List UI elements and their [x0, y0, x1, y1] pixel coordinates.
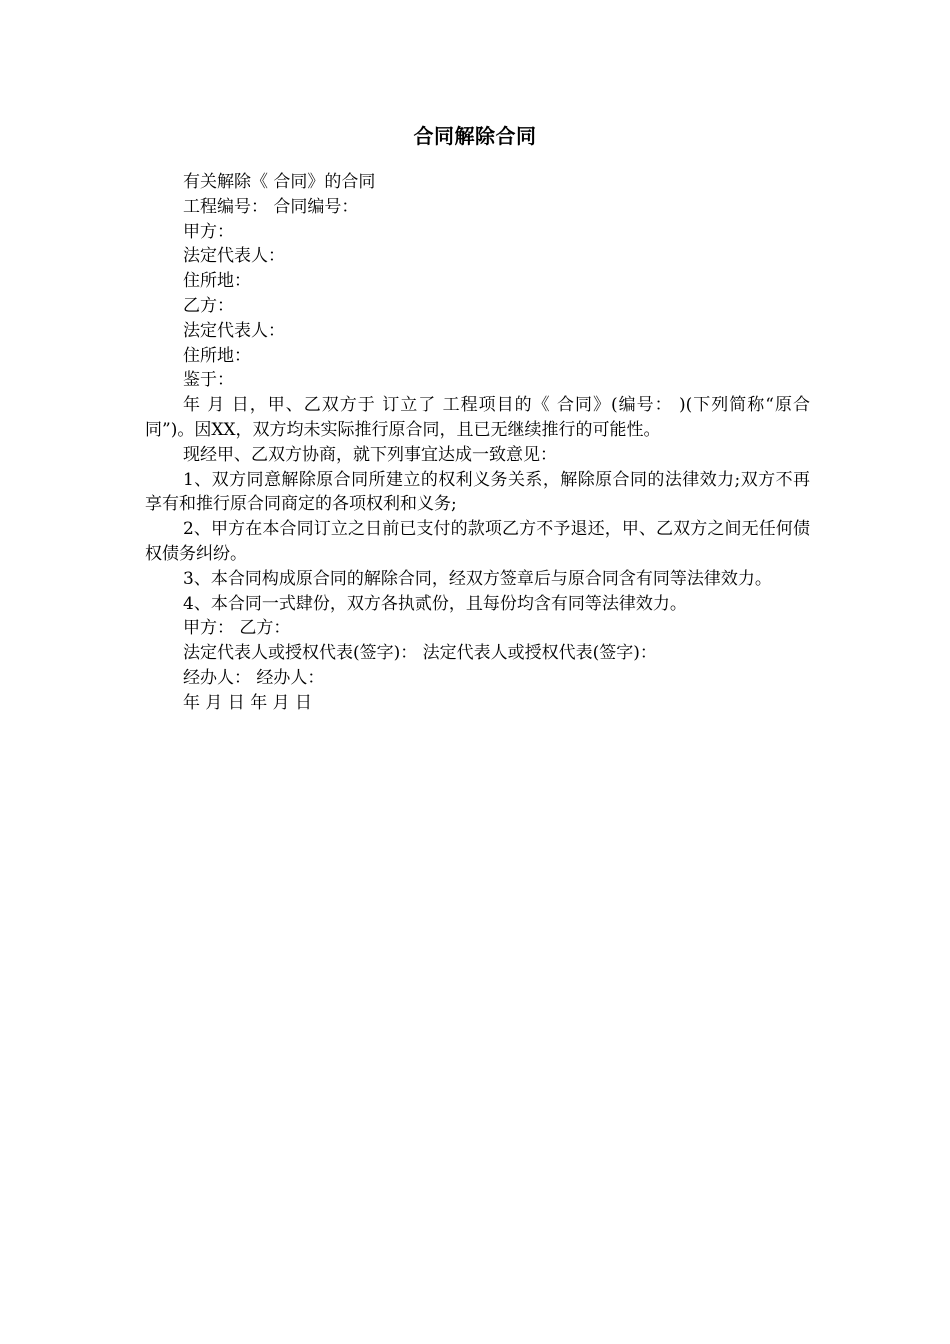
contract-subject-line: 有关解除《 合同》的合同 [183, 172, 376, 192]
party-a-representative-line: 法定代表人： [183, 246, 285, 267]
clause-1: 1、双方同意解除原合同所建立的权利义务关系，解除原合同的法律效力;双方不再享有和推行原合同商定的各项权利和义务; [145, 469, 810, 515]
signature-dates-line: 年 月 日 年 月 日 [183, 692, 313, 713]
project-contract-number-line: 工程编号： 合同编号： [183, 196, 359, 217]
background-paragraph: 年 月 日，甲、乙双方于 订立了 工程项目的《 合同》(编号： )(下列简称“原合同”)。因XX，双方均未实际推行原合同，且已无继续推行的可能性。 [145, 395, 810, 440]
party-a-line: 甲方： [183, 221, 234, 242]
signature-handlers-line: 经办人： 经办人： [183, 667, 325, 688]
party-a-address-line: 住所地： [183, 271, 251, 292]
agreement-intro-line: 现经甲、乙双方协商，就下列事宜达成一致意见： [183, 444, 557, 465]
clause-2: 2、甲方在本合同订立之日前已支付的款项乙方不予退还，甲、乙双方之间无任何债权债务纠纷。 [145, 519, 810, 564]
whereas-line: 鉴于： [183, 370, 234, 391]
party-b-representative-line: 法定代表人： [183, 320, 285, 341]
party-b-line: 乙方： [183, 295, 234, 316]
signature-representatives-line: 法定代表人或授权代表(签字)： 法定代表人或授权代表(签字)： [183, 643, 657, 664]
clause-3: 3、本合同构成原合同的解除合同，经双方签章后与原合同含有同等法律效力。 [183, 568, 772, 589]
document-body [145, 170, 810, 716]
signature-parties-line: 甲方： 乙方： [183, 618, 291, 639]
clause-4: 4、本合同一式肆份，双方各执贰份，且每份均含有同等法律效力。 [183, 593, 687, 614]
document-title: 合同解除合同 [413, 124, 537, 148]
party-b-address-line: 住所地： [183, 345, 251, 366]
